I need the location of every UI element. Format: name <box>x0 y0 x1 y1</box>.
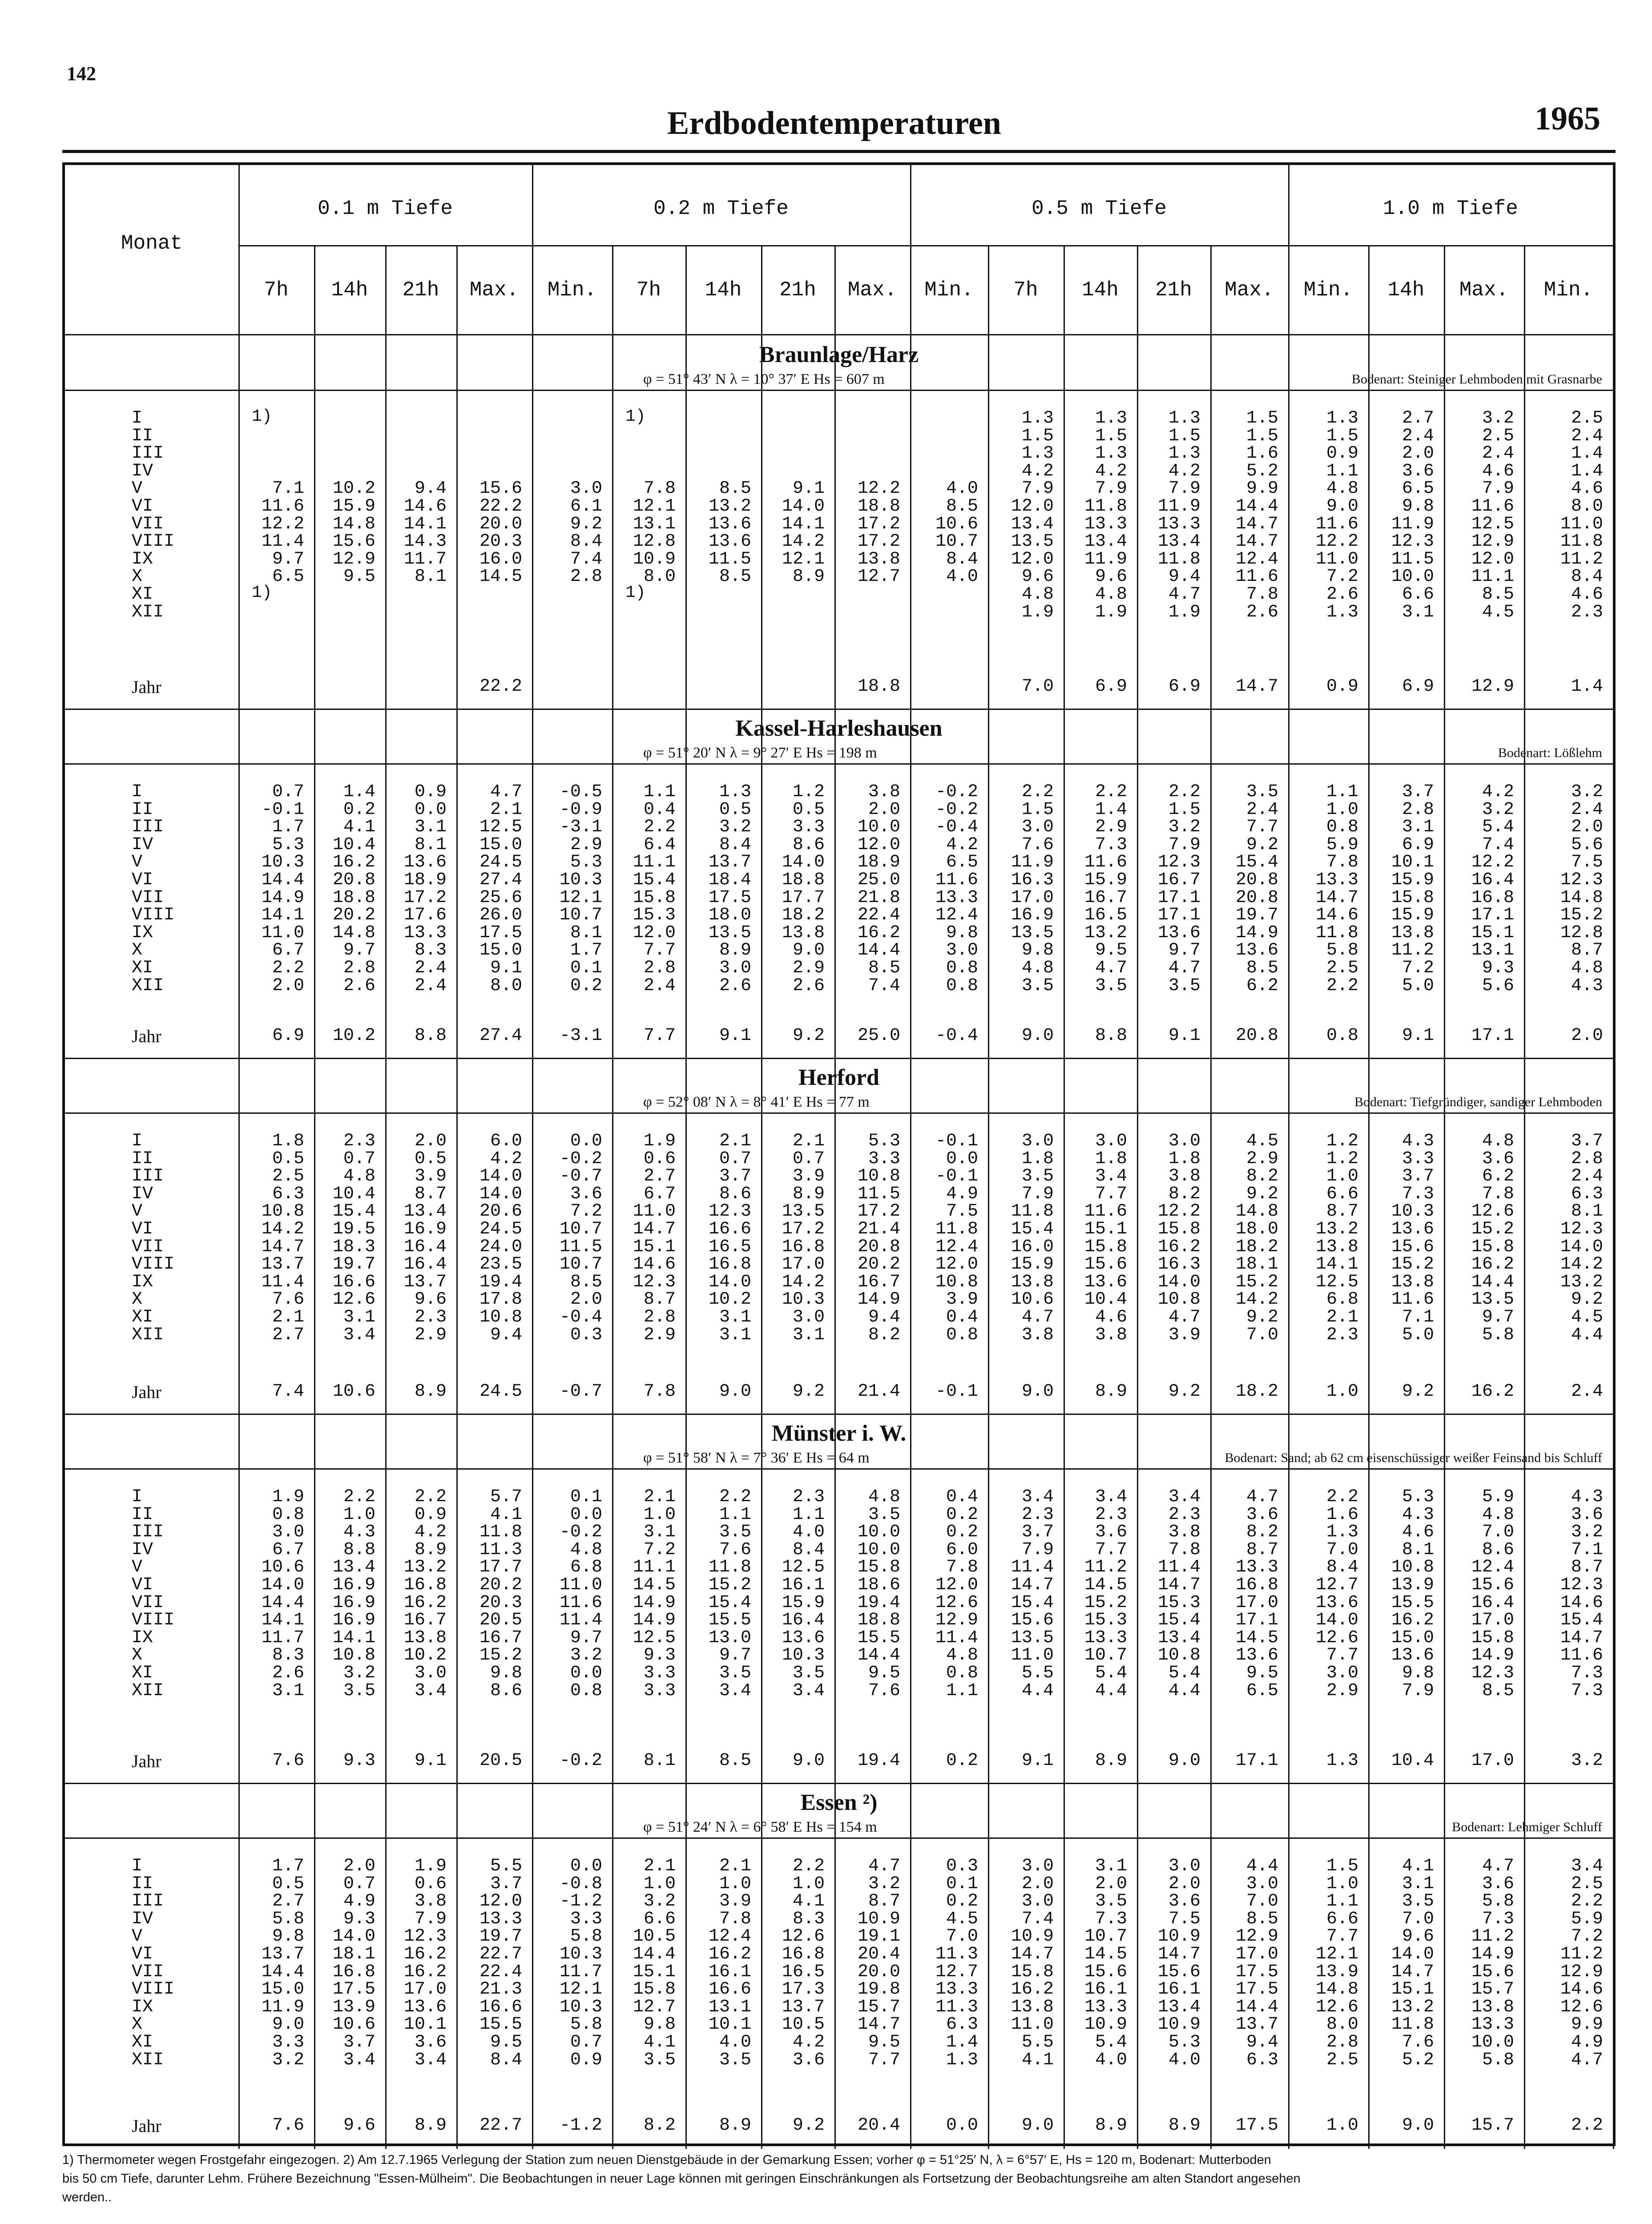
jahr-value: 8.9 <box>1095 1751 1127 1771</box>
jahr-value: 9.0 <box>1021 1026 1054 1046</box>
data-column: 2.1 0.7 3.9 8.9 13.5 17.2 16.8 17.0 14.2 10.3 3.0 3.1 <box>782 1131 825 1345</box>
section-header-divider <box>65 1837 1613 1839</box>
data-column: 2.0 0.5 3.9 8.7 13.4 16.9 16.4 16.4 13.7 9.6 2.3 2.9 <box>403 1131 447 1345</box>
data-column: -0.2 -0.2 -0.4 4.2 6.5 11.6 13.3 12.4 9.8 3.0 0.8 0.8 <box>935 782 978 996</box>
sub-header: 7h <box>264 278 289 302</box>
jahr-value: 20.5 <box>479 1751 522 1771</box>
depth-header: 1.0 m Tiefe <box>1383 197 1518 220</box>
data-column: 10.2 15.9 14.8 15.6 12.9 9.5 <box>332 479 375 587</box>
jahr-value: 7.7 <box>643 1026 676 1046</box>
data-column: 1.5 1.5 1.6 5.2 9.9 14.4 14.7 14.7 12.4 11.6 7.8 2.6 <box>1235 408 1278 622</box>
jahr-value: 9.2 <box>1402 1382 1434 1402</box>
data-column: 0.0 -0.8 -1.2 3.3 5.8 10.3 11.7 12.1 10.3 5.8 0.7 0.9 <box>559 1856 602 2070</box>
data-column: 3.0 1.8 3.5 7.9 11.8 15.4 16.0 15.9 13.8 10.6 4.7 3.8 <box>1011 1131 1054 1345</box>
footnote-mark: 1) <box>625 407 646 426</box>
data-column: 12.2 18.8 17.2 17.2 13.8 12.7 <box>857 479 900 587</box>
jahr-value: 7.6 <box>272 1751 304 1771</box>
sub-header: Max. <box>1225 278 1274 302</box>
jahr-value: 9.1 <box>1402 1026 1434 1046</box>
footnote-line: bis 50 cm Tiefe, darunter Lehm. Frühere Bezeichnung "Essen-Mülheim". Die Beobachtungen in neuer Lage können mit geringen Einschränkungen als Fortsetzung der Beobachtungsreihe am alten Standort angesehen <box>62 2172 1301 2186</box>
jahr-value: 10.6 <box>332 1382 375 1402</box>
data-column: 3.4 2.3 3.6 7.7 11.2 14.5 15.2 15.3 13.3 10.7 5.4 4.4 <box>1084 1487 1127 1701</box>
jahr-label: Jahr <box>132 1382 161 1402</box>
jahr-value: -0.1 <box>935 1382 978 1402</box>
data-column: 4.3 3.6 3.2 7.1 8.7 12.3 14.6 15.4 14.7 11.6 7.3 7.3 <box>1560 1487 1603 1701</box>
jahr-value: 8.9 <box>1095 2115 1127 2135</box>
data-column: 3.4 2.3 3.8 7.8 11.4 14.7 15.3 15.4 13.4 10.8 5.4 4.4 <box>1157 1487 1201 1701</box>
jahr-value: 20.4 <box>857 2115 900 2135</box>
jahr-value: 1.0 <box>1326 2115 1358 2135</box>
section-header-divider <box>65 1468 1613 1470</box>
data-column: 1.3 1.5 1.3 4.2 7.9 12.0 13.4 13.5 12.0 9.6 4.8 1.9 <box>1011 408 1054 622</box>
jahr-value: 25.0 <box>857 1026 900 1046</box>
header-divider <box>238 245 1613 246</box>
jahr-value: 0.0 <box>946 2115 978 2135</box>
jahr-value: 8.8 <box>414 1026 447 1046</box>
jahr-value: 9.0 <box>1168 1751 1201 1771</box>
column-divider <box>532 165 533 2149</box>
jahr-value: 9.1 <box>1021 1751 1054 1771</box>
page-year: 1965 <box>1535 101 1600 137</box>
jahr-value: -3.1 <box>559 1026 602 1046</box>
sub-header: 14h <box>1082 278 1119 302</box>
data-column: 1.3 0.5 3.2 8.4 13.7 18.4 17.5 18.0 13.5 8.9 3.0 2.6 <box>708 782 751 996</box>
data-column: 7.1 11.6 12.2 11.4 9.7 6.5 <box>261 479 304 587</box>
sub-header: 7h <box>1013 278 1038 302</box>
data-column: 2.2 1.4 2.9 7.3 11.6 15.9 16.7 16.5 13.2 9.5 4.7 3.5 <box>1084 782 1127 996</box>
jahr-value: 18.8 <box>857 677 900 697</box>
column-divider <box>1524 245 1525 2149</box>
station-section <box>65 1784 1613 2149</box>
data-column: 3.0 2.0 3.0 7.4 10.9 14.7 15.8 16.2 13.8 11.0 5.5 4.1 <box>1011 1856 1054 2070</box>
jahr-value: 17.1 <box>1471 1026 1514 1046</box>
data-column: 2.1 0.7 3.7 8.6 12.3 16.6 16.5 16.8 14.0 10.2 3.1 3.1 <box>708 1131 751 1345</box>
jahr-value: 7.0 <box>1021 677 1054 697</box>
jahr-value: 9.3 <box>343 1751 375 1771</box>
data-column: 1.3 1.5 0.9 1.1 4.8 9.0 11.6 12.2 11.0 7.2 2.6 1.3 <box>1315 408 1358 622</box>
column-divider <box>1288 165 1289 2149</box>
data-column: 5.5 3.7 12.0 13.3 19.7 22.7 22.4 21.3 16.6 15.5 9.5 8.4 <box>479 1856 522 2070</box>
data-column: 9.1 14.0 14.1 14.2 12.1 8.9 <box>782 479 825 587</box>
jahr-value: 20.8 <box>1235 1026 1278 1046</box>
data-column: 2.2 1.5 3.0 7.6 11.9 16.3 17.0 16.9 13.5 9.8 4.8 3.5 <box>1011 782 1054 996</box>
data-column: 1.2 0.5 3.3 8.6 14.0 18.8 17.7 18.2 13.8 9.0 2.9 2.6 <box>782 782 825 996</box>
jahr-value: 18.2 <box>1235 1382 1278 1402</box>
data-column: 8.5 13.2 13.6 13.6 11.5 8.5 <box>708 479 751 587</box>
station-name: Münster i. W. <box>771 1421 907 1446</box>
soil-type: Bodenart: Lehmiger Schluff <box>1452 1820 1602 1834</box>
data-column: 2.2 1.0 4.1 8.3 12.6 16.8 16.5 17.3 13.7 10.5 4.2 3.6 <box>782 1856 825 2070</box>
jahr-value: 22.7 <box>479 2115 522 2135</box>
section-divider <box>65 709 1613 710</box>
jahr-value: 0.8 <box>1326 1026 1358 1046</box>
jahr-value: 2.0 <box>1571 1026 1603 1046</box>
data-column: 3.4 2.5 2.2 5.9 7.2 11.2 12.9 14.6 12.6 9.9 4.9 4.7 <box>1560 1856 1603 2070</box>
jahr-value: 1.4 <box>1571 677 1603 697</box>
column-divider <box>1613 245 1614 2149</box>
column-divider <box>685 245 687 2149</box>
jahr-value: 17.5 <box>1235 2115 1278 2135</box>
station-coords: φ = 51° 58′ N λ = 7° 36′ E Hs = 64 m <box>643 1450 870 1466</box>
data-column: 4.5 2.9 8.2 9.2 14.8 18.0 18.2 18.1 15.2 14.2 9.2 7.0 <box>1235 1131 1278 1345</box>
jahr-value: 7.4 <box>272 1382 304 1402</box>
station-section <box>65 710 1613 1059</box>
data-column: 2.0 0.7 4.9 9.3 14.0 18.1 16.8 17.5 13.9 10.6 3.7 3.4 <box>332 1856 375 2070</box>
data-column: -0.5 -0.9 -3.1 2.9 5.3 10.3 12.1 10.7 8.1 1.7 0.1 0.2 <box>559 782 602 996</box>
jahr-value: 9.0 <box>1402 2115 1434 2135</box>
jahr-value: 17.1 <box>1235 1751 1278 1771</box>
section-header-divider <box>65 1112 1613 1114</box>
jahr-value: 9.2 <box>792 2115 825 2135</box>
data-column: 5.3 3.3 10.8 11.5 17.2 21.4 20.8 20.2 16.7 14.9 9.4 8.2 <box>857 1131 900 1345</box>
data-column: 4.7 3.6 5.8 7.3 11.2 14.9 15.6 15.7 13.8 13.3 10.0 5.8 <box>1471 1856 1514 2070</box>
jahr-label: Jahr <box>132 1026 161 1046</box>
jahr-value: 8.8 <box>1095 1026 1127 1046</box>
data-column: 7.8 12.1 13.1 12.8 10.9 8.0 <box>633 479 676 587</box>
data-column: 0.1 0.0 -0.2 4.8 6.8 11.0 11.6 11.4 9.7 3.2 0.0 0.8 <box>559 1487 602 1701</box>
data-column: 1.8 0.5 2.5 6.3 10.8 14.2 14.7 13.7 11.4 7.6 2.1 2.7 <box>261 1131 304 1345</box>
data-column: 3.0 2.0 3.6 7.5 10.9 14.7 15.6 16.1 13.4 10.9 5.3 4.0 <box>1157 1856 1201 2070</box>
sub-header: Max. <box>469 278 519 302</box>
data-column: 0.7 -0.1 1.7 5.3 10.3 14.4 14.9 14.1 11.0 6.7 2.2 2.0 <box>261 782 304 996</box>
data-column: 3.2 2.5 2.4 4.6 7.9 11.6 12.5 12.9 12.0 11.1 8.5 4.5 <box>1471 408 1514 622</box>
section-divider <box>65 1783 1613 1784</box>
station-name: Kassel-Harleshausen <box>735 716 943 741</box>
data-column: 3.1 2.0 3.5 7.3 10.7 14.5 15.6 16.1 13.3 10.9 5.4 4.0 <box>1084 1856 1127 2070</box>
column-divider <box>1137 245 1138 2149</box>
footnote-mark: 1) <box>252 583 272 602</box>
sub-header: Max. <box>847 278 897 302</box>
column-divider <box>1368 245 1370 2149</box>
data-column: 0.9 0.0 3.1 8.1 13.6 18.9 17.2 17.6 13.3 8.3 2.4 2.4 <box>403 782 447 996</box>
data-column: 15.6 22.2 20.0 20.3 16.0 14.5 <box>479 479 522 587</box>
jahr-value: 1.0 <box>1326 1382 1358 1402</box>
jahr-value: 6.9 <box>1095 677 1127 697</box>
data-column: 1.5 1.0 1.1 6.6 7.7 12.1 13.9 14.8 12.6 8.0 2.8 2.5 <box>1315 1856 1358 2070</box>
jahr-value: 19.4 <box>857 1751 900 1771</box>
data-column: 0.3 0.1 0.2 4.5 7.0 11.3 12.7 13.3 11.3 6.3 1.4 1.3 <box>935 1856 978 2070</box>
jahr-value: -1.2 <box>559 2115 602 2135</box>
jahr-value: 6.9 <box>272 1026 304 1046</box>
data-column: 3.7 2.8 2.4 6.3 8.1 12.3 14.0 14.2 13.2 9.2 4.5 4.4 <box>1560 1131 1603 1345</box>
column-divider <box>314 245 315 2149</box>
data-column: 3.0 1.8 3.4 7.7 11.6 15.1 15.8 15.6 13.6 10.4 4.6 3.8 <box>1084 1131 1127 1345</box>
sub-header: Max. <box>1459 278 1509 302</box>
jahr-value: 3.2 <box>1571 1751 1603 1771</box>
data-column: 2.2 1.1 3.5 7.6 11.8 15.2 15.4 15.5 13.0 9.7 3.5 3.4 <box>708 1487 751 1701</box>
data-column: 3.2 2.4 2.0 5.6 7.5 12.3 14.8 15.2 12.8 8.7 4.8 4.3 <box>1560 782 1603 996</box>
jahr-value: 9.1 <box>1168 1026 1201 1046</box>
sub-header: 14h <box>705 278 742 302</box>
data-column: 5.9 4.8 7.0 8.6 12.4 15.6 16.4 17.0 15.8 14.9 12.3 8.5 <box>1471 1487 1514 1701</box>
jahr-value: 9.6 <box>343 2115 375 2135</box>
data-column: 2.7 2.4 2.0 3.6 6.5 9.8 11.9 12.3 11.5 10.0 6.6 3.1 <box>1391 408 1434 622</box>
jahr-value: -0.7 <box>559 1382 602 1402</box>
column-divider <box>612 245 613 2149</box>
jahr-value: 8.9 <box>414 2115 447 2135</box>
jahr-value: 6.9 <box>1168 677 1201 697</box>
data-column: 1.2 1.2 1.0 6.6 8.7 13.2 13.8 14.1 12.5 6.8 2.1 2.3 <box>1315 1131 1358 1345</box>
data-column: 4.7 2.1 12.5 15.0 24.5 27.4 25.6 26.0 17.5 15.0 9.1 8.0 <box>479 782 522 996</box>
data-column: 4.3 3.3 3.7 7.3 10.3 13.6 15.6 15.2 13.8 11.6 7.1 5.0 <box>1391 1131 1434 1345</box>
jahr-value: 8.9 <box>1095 1382 1127 1402</box>
jahr-value: 7.8 <box>643 1382 676 1402</box>
data-column: 2.3 1.1 4.0 8.4 12.5 16.1 15.9 16.4 13.6 10.3 3.5 3.4 <box>782 1487 825 1701</box>
data-column: 1.3 1.5 1.3 4.2 7.9 11.8 13.3 13.4 11.9 9.6 4.8 1.9 <box>1084 408 1127 622</box>
header-divider <box>65 334 1613 335</box>
footnote-line: 1) Thermometer wegen Frostgefahr eingezogen. 2) Am 12.7.1965 Verlegung der Station zum neuen Dienstgebäude in der Gemarkung Essen; vorher φ = 51°25′ N, λ = 6°57′ E, Hs = 120 m, Bodenart: Mutterboden <box>62 2153 1271 2167</box>
data-column: 3.5 2.4 7.7 9.2 15.4 20.8 20.8 19.7 14.9 13.6 8.5 6.2 <box>1235 782 1278 996</box>
sub-header: 21h <box>1155 278 1192 302</box>
data-column: 3.4 2.3 3.7 7.9 11.4 14.7 15.4 15.6 13.5 11.0 5.5 4.4 <box>1011 1487 1054 1701</box>
sub-header: 21h <box>779 278 816 302</box>
monat-header: Monat <box>121 232 183 255</box>
column-divider <box>456 245 458 2149</box>
section-divider <box>65 1414 1613 1415</box>
data-column: 4.8 3.6 6.2 7.8 12.6 15.2 15.8 16.2 14.4 13.5 9.7 5.8 <box>1471 1131 1514 1345</box>
jahr-value: 15.7 <box>1471 2115 1514 2135</box>
soil-type: Bodenart: Tiefgründiger, sandiger Lehmboden <box>1354 1095 1602 1109</box>
station-name: Braunlage/Harz <box>759 342 919 367</box>
jahr-value: 9.2 <box>792 1382 825 1402</box>
data-column: 1.4 0.2 4.1 10.4 16.2 20.8 18.8 20.2 14.8 9.7 2.8 2.6 <box>332 782 375 996</box>
column-divider <box>1210 245 1212 2149</box>
column-divider <box>988 245 989 2149</box>
sub-header: Min. <box>924 278 974 302</box>
column-divider <box>238 165 240 2149</box>
jahr-value: 9.0 <box>719 1382 751 1402</box>
jahr-label: Jahr <box>132 1751 161 1771</box>
footnotes <box>62 2151 1610 2207</box>
data-column: 2.2 1.0 4.3 8.8 13.4 16.9 16.9 16.9 14.1 10.8 3.2 3.5 <box>332 1487 375 1701</box>
jahr-value: 8.9 <box>719 2115 751 2135</box>
data-column: 0.0 -0.2 -0.7 3.6 7.2 10.7 11.5 10.7 8.5 2.0 -0.4 0.3 <box>559 1131 602 1345</box>
jahr-value: 2.2 <box>1571 2115 1603 2135</box>
jahr-value: 9.2 <box>792 1026 825 1046</box>
month-labels: I II III IV V VI VII VIII IX X XI XII <box>132 1856 175 2070</box>
data-column: 3.7 2.8 3.1 6.9 10.1 15.9 15.8 15.9 13.8 11.2 7.2 5.0 <box>1391 782 1434 996</box>
jahr-value: 6.9 <box>1402 677 1434 697</box>
data-column: 2.1 1.0 3.9 7.8 12.4 16.2 16.1 16.6 13.1 10.1 4.0 3.5 <box>708 1856 751 2070</box>
station-name: Essen ²) <box>800 1790 878 1815</box>
jahr-value: 17.0 <box>1471 1751 1514 1771</box>
data-column: 4.8 3.5 10.0 10.0 15.8 18.6 19.4 18.8 15.5 14.4 9.5 7.6 <box>857 1487 900 1701</box>
jahr-value: 27.4 <box>479 1026 522 1046</box>
sub-header: 7h <box>636 278 661 302</box>
soil-type: Bodenart: Steiniger Lehmboden mit Grasnarbe <box>1351 372 1602 387</box>
temperature-table <box>62 162 1616 2146</box>
month-labels: I II III IV V VI VII VIII IX X XI XII <box>132 782 175 996</box>
station-coords: φ = 51° 24′ N λ = 6° 58′ E Hs = 154 m <box>643 1819 877 1835</box>
title-rule <box>62 150 1616 153</box>
data-column: 5.7 4.1 11.8 11.3 17.7 20.2 20.3 20.5 16.7 15.2 9.8 8.6 <box>479 1487 522 1701</box>
data-column: 1.7 0.5 2.7 5.8 9.8 13.7 14.4 15.0 11.9 9.0 3.3 3.2 <box>261 1856 304 2070</box>
column-divider <box>761 245 762 2149</box>
jahr-value: -0.4 <box>935 1026 978 1046</box>
depth-header: 0.2 m Tiefe <box>653 197 789 220</box>
data-column: 1.9 0.6 2.7 6.7 11.0 14.7 15.1 14.6 12.3 8.7 2.8 2.9 <box>633 1131 676 1345</box>
sub-header: Min. <box>547 278 597 302</box>
data-column: 0.4 0.2 0.2 6.0 7.8 12.0 12.6 12.9 11.4 4.8 0.8 1.1 <box>935 1487 978 1701</box>
sub-header: Min. <box>1543 278 1593 302</box>
column-divider <box>834 245 836 2149</box>
jahr-value: 7.6 <box>272 2115 304 2135</box>
data-column: 4.0 8.5 10.6 10.7 8.4 4.0 <box>935 479 978 587</box>
jahr-value: 8.5 <box>719 1751 751 1771</box>
jahr-value: 9.0 <box>792 1751 825 1771</box>
station-section <box>65 1415 1613 1784</box>
jahr-label: Jahr <box>132 677 161 697</box>
station-section <box>65 336 1613 710</box>
footnote-mark: 1) <box>625 583 646 602</box>
data-column: 1.1 0.4 2.2 6.4 11.1 15.4 15.8 15.3 12.0 7.7 2.8 2.4 <box>633 782 676 996</box>
data-column: 4.7 3.6 8.2 8.7 13.3 16.8 17.0 17.1 14.5 13.6 9.5 6.5 <box>1235 1487 1278 1701</box>
sub-header: Min. <box>1303 278 1353 302</box>
data-column: 2.3 0.7 4.8 10.4 15.4 19.5 18.3 19.7 16.6 12.6 3.1 3.4 <box>332 1131 375 1345</box>
jahr-value: 0.2 <box>946 1751 978 1771</box>
jahr-value: 8.1 <box>643 1751 676 1771</box>
jahr-value: 9.0 <box>1021 2115 1054 2135</box>
sub-header: 14h <box>1387 278 1425 302</box>
page-number: 142 <box>67 63 96 85</box>
data-column: 9.4 14.6 14.1 14.3 11.7 8.1 <box>403 479 447 587</box>
jahr-value: -0.2 <box>559 1751 602 1771</box>
data-column: 5.3 4.3 4.6 8.1 10.8 13.9 15.5 16.2 15.0 13.6 9.8 7.9 <box>1391 1487 1434 1701</box>
data-column: 3.8 2.0 10.0 12.0 18.9 25.0 21.8 22.4 16.2 14.4 8.5 7.4 <box>857 782 900 996</box>
jahr-value: 16.2 <box>1471 1382 1514 1402</box>
data-column: 1.3 1.5 1.3 4.2 7.9 11.9 13.3 13.4 11.8 9.4 4.7 1.9 <box>1157 408 1201 622</box>
soil-type: Bodenart: Sand; ab 62 cm eisenschüssiger weißer Feinsand bis Schluff <box>1225 1450 1602 1465</box>
jahr-label: Jahr <box>132 2116 161 2136</box>
column-divider <box>1064 245 1065 2149</box>
column-divider <box>385 245 387 2149</box>
footnote-line: werden.. <box>62 2190 112 2204</box>
column-divider <box>910 165 911 2149</box>
station-name: Herford <box>798 1065 879 1090</box>
data-column: 3.0 6.1 9.2 8.4 7.4 2.8 <box>570 479 602 587</box>
data-column: 3.0 1.8 3.8 8.2 12.2 15.8 16.2 16.3 14.0 10.8 4.7 3.9 <box>1157 1131 1201 1345</box>
sub-header: 21h <box>402 278 439 302</box>
data-column: 4.2 3.2 5.4 7.4 12.2 16.4 16.8 17.1 15.1 13.1 9.3 5.6 <box>1471 782 1514 996</box>
jahr-value: 10.2 <box>332 1026 375 1046</box>
jahr-value: 21.4 <box>857 1382 900 1402</box>
data-column: 1.1 1.0 0.8 5.9 7.8 13.3 14.7 14.6 11.8 5.8 2.5 2.2 <box>1315 782 1358 996</box>
jahr-value: 8.9 <box>1168 2115 1201 2135</box>
jahr-value: 10.4 <box>1391 1751 1434 1771</box>
data-column: 2.2 1.5 3.2 7.9 12.3 16.7 17.1 17.1 13.6 9.7 4.7 3.5 <box>1157 782 1201 996</box>
month-labels: I II III IV V VI VII VIII IX X XI XII <box>132 1131 175 1345</box>
footnote-mark: 1) <box>252 407 272 426</box>
station-coords: φ = 51° 43′ N λ = 10° 37′ E Hs = 607 m <box>643 371 885 387</box>
month-labels: I II III IV V VI VII VIII IX X XI XII <box>132 408 175 622</box>
jahr-value: 8.9 <box>414 1382 447 1402</box>
jahr-value: 0.9 <box>1326 677 1358 697</box>
station-coords: φ = 51° 20′ N λ = 9° 27′ E Hs = 198 m <box>643 745 877 761</box>
section-header-divider <box>65 390 1613 391</box>
jahr-value: 9.1 <box>719 1026 751 1046</box>
depth-header: 0.5 m Tiefe <box>1031 197 1167 220</box>
data-column: 2.5 2.4 1.4 1.4 4.6 8.0 11.0 11.8 11.2 8.4 4.6 2.3 <box>1560 408 1603 622</box>
data-column: 2.2 1.6 1.3 7.0 8.4 12.7 13.6 14.0 12.6 7.7 3.0 2.9 <box>1315 1487 1358 1701</box>
jahr-value: 8.2 <box>643 2115 676 2135</box>
jahr-value: 12.9 <box>1471 677 1514 697</box>
month-labels: I II III IV V VI VII VIII IX X XI XII <box>132 1487 175 1701</box>
data-column: 2.2 0.9 4.2 8.9 13.2 16.8 16.2 16.7 13.8 10.2 3.0 3.4 <box>403 1487 447 1701</box>
data-column: 2.1 1.0 3.1 7.2 11.1 14.5 14.9 14.9 12.5 9.3 3.3 3.3 <box>633 1487 676 1701</box>
jahr-value: 24.5 <box>479 1382 522 1402</box>
section-divider <box>65 1058 1613 1059</box>
data-column: 2.1 1.0 3.2 6.6 10.5 14.4 15.1 15.8 12.7 9.8 4.1 3.5 <box>633 1856 676 2070</box>
jahr-value: 14.7 <box>1235 677 1278 697</box>
jahr-value: 22.2 <box>479 677 522 697</box>
depth-header: 0.1 m Tiefe <box>318 197 453 220</box>
jahr-value: 9.2 <box>1168 1382 1201 1402</box>
page-title: Erdbodentemperaturen <box>667 105 1001 141</box>
data-column: 1.9 0.8 3.0 6.7 10.6 14.0 14.4 14.1 11.7 8.3 2.6 3.1 <box>261 1487 304 1701</box>
data-column: 6.0 4.2 14.0 14.0 20.6 24.5 24.0 23.5 19.4 17.8 10.8 9.4 <box>479 1131 522 1345</box>
jahr-value: 2.4 <box>1571 1382 1603 1402</box>
data-column: -0.1 0.0 -0.1 4.9 7.5 11.8 12.4 12.0 10.8 3.9 0.4 0.8 <box>935 1131 978 1345</box>
data-column: 4.1 3.1 3.5 7.0 9.6 14.0 14.7 15.1 13.2 11.8 7.6 5.2 <box>1391 1856 1434 2070</box>
data-column: 4.4 3.0 7.0 8.5 12.9 17.0 17.5 17.5 14.4 13.7 9.4 6.3 <box>1235 1856 1278 2070</box>
data-column: 4.7 3.2 8.7 10.9 19.1 20.4 20.0 19.8 15.7 14.7 9.5 7.7 <box>857 1856 900 2070</box>
column-divider <box>1444 245 1445 2149</box>
section-header-divider <box>65 763 1613 765</box>
soil-type: Bodenart: Lößlehm <box>1498 745 1602 760</box>
jahr-value: 1.3 <box>1326 1751 1358 1771</box>
jahr-value: 9.0 <box>1021 1382 1054 1402</box>
data-column: 1.9 0.6 3.8 7.9 12.3 16.2 16.2 17.0 13.6 10.1 3.6 3.4 <box>403 1856 447 2070</box>
station-coords: φ = 52° 08′ N λ = 8° 41′ E Hs = 77 m <box>643 1094 870 1110</box>
sub-header: 14h <box>331 278 368 302</box>
jahr-value: 9.1 <box>414 1751 447 1771</box>
